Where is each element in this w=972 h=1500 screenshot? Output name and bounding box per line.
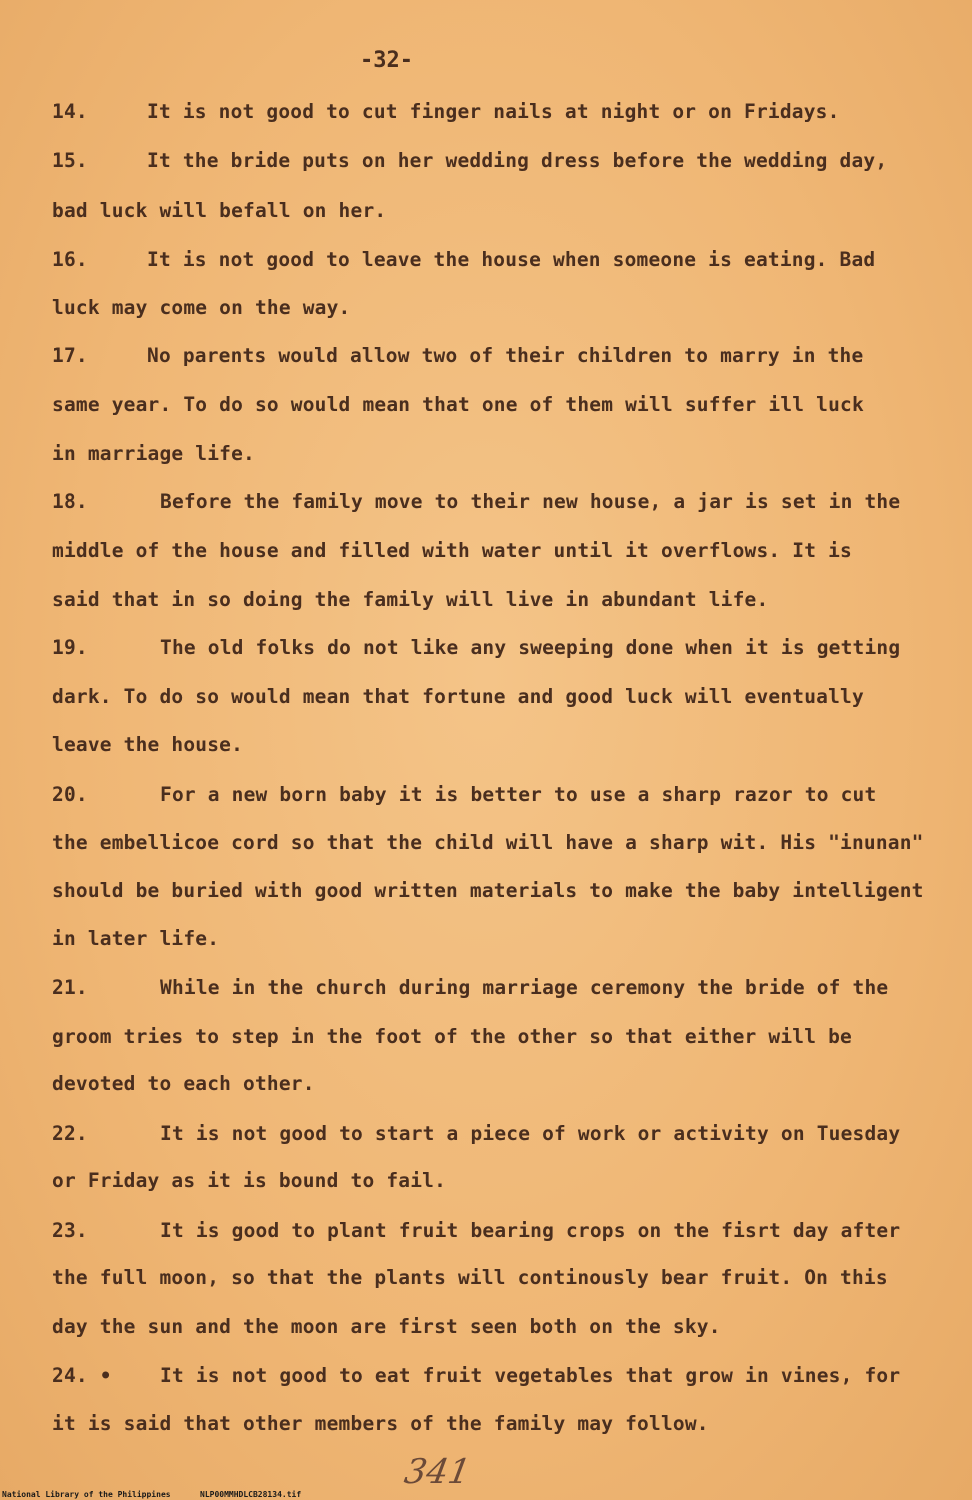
line-text: The old folks do not like any sweeping done when it is getting — [160, 636, 901, 659]
line-4 — [52, 248, 875, 271]
line-text: For a new born baby it is better to use a sharp razor to cut — [160, 783, 877, 806]
line-11: said that in so doing the family will live in abundant life. — [52, 588, 769, 611]
line-text: It is not good to eat fruit vegetables that grow in vines, for — [160, 1364, 901, 1387]
line-7: same year. To do so would mean that one of them will suffer ill luck — [52, 393, 864, 416]
line-text: It is good to plant fruit bearing crops on the fisrt day after — [160, 1219, 901, 1242]
item-number: 24. • — [52, 1364, 112, 1387]
line-text: It the bride puts on her wedding dress before the wedding day, — [147, 149, 888, 172]
footer-file: NLP00MMHDLCB28134.tif — [200, 1490, 302, 1499]
line-17: should be buried with good written materials to make the baby intelligent — [52, 879, 924, 902]
line-23: or Friday as it is bound to fail. — [52, 1169, 447, 1192]
line-9 — [52, 490, 900, 513]
item-number: 20. — [52, 783, 88, 806]
line-text: It is not good to cut finger nails at night or on Fridays. — [147, 100, 840, 123]
line-21: devoted to each other. — [52, 1072, 315, 1095]
item-number: 22. — [52, 1122, 88, 1145]
item-number: 17. — [52, 344, 88, 367]
page-number: -32- — [360, 48, 413, 73]
line-text: No parents would allow two of their children to marry in the — [147, 344, 864, 367]
item-number: 16. — [52, 248, 88, 271]
line-15 — [52, 783, 876, 806]
line-27 — [52, 1364, 900, 1387]
line-5: luck may come on the way. — [52, 296, 351, 319]
line-text: It is not good to start a piece of work or activity on Tuesday — [160, 1122, 901, 1145]
item-number: 23. — [52, 1219, 88, 1242]
line-text: Before the family move to their new house, a jar is set in the — [160, 490, 901, 513]
line-24 — [52, 1219, 900, 1242]
line-1 — [52, 100, 840, 123]
line-text: It is not good to leave the house when someone is eating. Bad — [147, 248, 876, 271]
line-20: groom tries to step in the foot of the other so that either will be — [52, 1025, 852, 1048]
line-28: it is said that other members of the family may follow. — [52, 1412, 709, 1435]
line-18: in later life. — [52, 927, 220, 950]
line-10: middle of the house and filled with water until it overflows. It is — [52, 539, 852, 562]
item-number: 21. — [52, 976, 88, 999]
line-2 — [52, 149, 887, 172]
item-number: 18. — [52, 490, 88, 513]
line-3: bad luck will befall on her. — [52, 199, 387, 222]
line-22 — [52, 1122, 900, 1145]
line-14: leave the house. — [52, 733, 244, 756]
footer-library: National Library of the Philippines — [2, 1490, 171, 1499]
line-26: day the sun and the moon are first seen both on the sky. — [52, 1315, 721, 1338]
line-text: While in the church during marriage ceremony the bride of the — [160, 976, 889, 999]
item-number: 19. — [52, 636, 88, 659]
line-13: dark. To do so would mean that fortune and good luck will eventually — [52, 685, 864, 708]
handwritten-page-mark: 341 — [401, 1452, 474, 1492]
item-number: 15. — [52, 149, 88, 172]
line-8: in marriage life. — [52, 442, 255, 465]
line-6 — [52, 344, 863, 367]
line-19 — [52, 976, 888, 999]
line-16: the embellicoe cord so that the child will have a sharp wit. His "inunan" — [52, 831, 924, 854]
item-number: 14. — [52, 100, 88, 123]
line-12 — [52, 636, 900, 659]
line-25: the full moon, so that the plants will continously bear fruit. On this — [52, 1266, 888, 1289]
